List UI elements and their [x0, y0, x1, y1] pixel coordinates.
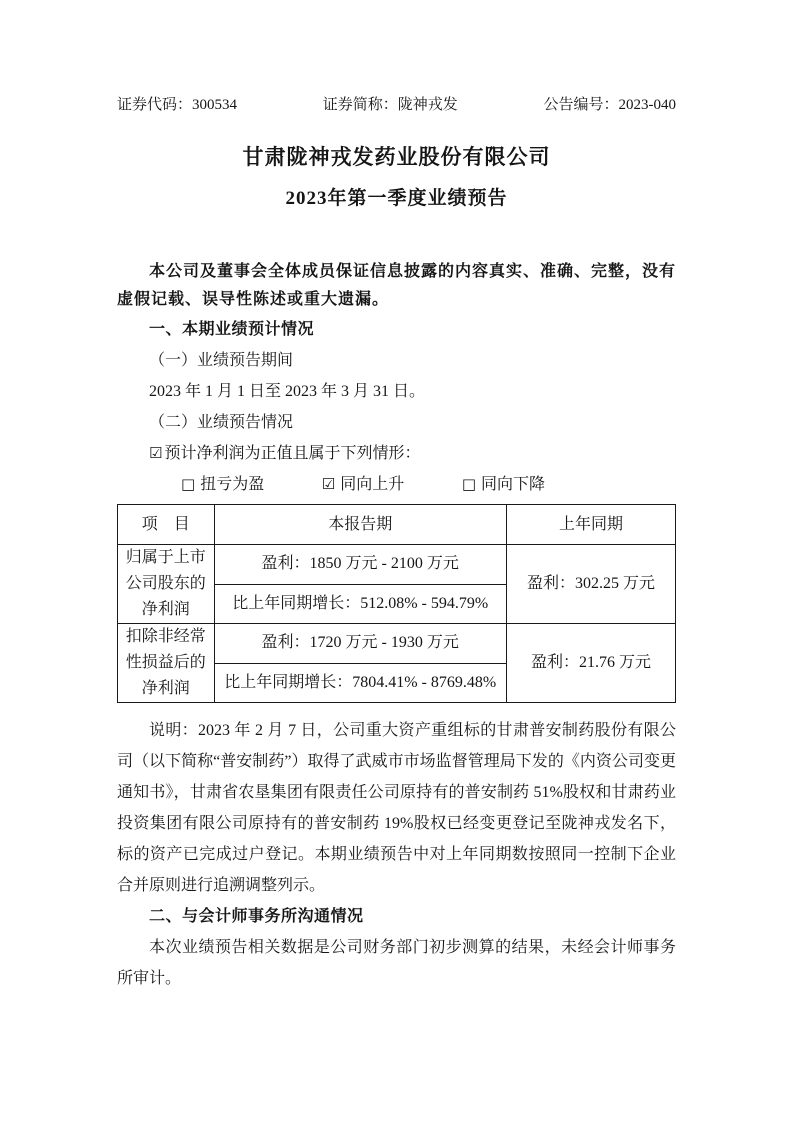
disclaimer-paragraph: 本公司及董事会全体成员保证信息披露的内容真实、准确、完整，没有虚假记载、误导性陈述或重大遗漏。	[117, 263, 677, 308]
option-label: 扭亏为盈	[200, 476, 265, 493]
row2-growth-range: 比上年同期增长：7804.41% - 8769.48%	[214, 663, 506, 703]
col-header-prior-period: 上年同期	[506, 505, 675, 545]
option-same-direction-down	[430, 476, 545, 493]
row2-item-label: 扣除非经常性损益后的净利润	[118, 624, 215, 703]
table-row	[118, 545, 676, 585]
section1-heading: 一、本期业绩预计情况	[149, 321, 315, 338]
row1-prior-value: 盈利：302.25 万元	[506, 545, 675, 624]
table-row	[118, 624, 676, 664]
row2-prior-value: 盈利：21.76 万元	[506, 624, 675, 703]
option-turnaround	[149, 476, 264, 493]
row1-growth-range: 比上年同期增长：512.08% - 594.79%	[214, 584, 506, 624]
checked-checkbox-icon: ☑	[149, 444, 163, 462]
unchecked-checkbox-icon: □	[181, 475, 196, 493]
stock-code: 证券代码：300534	[117, 97, 238, 113]
option-same-direction-up	[290, 476, 404, 493]
forecast-type-line	[117, 438, 676, 469]
row2-profit-range: 盈利：1720 万元 - 1930 万元	[214, 624, 506, 664]
row1-item-label: 归属于上市公司股东的净利润	[118, 545, 215, 624]
forecast-situation-heading: （二）业绩预告情况	[149, 414, 294, 431]
document-header	[117, 96, 676, 114]
table-header-row	[118, 505, 676, 545]
forecast-period-heading: （一）业绩预告期间	[149, 352, 294, 369]
row1-profit-range: 盈利：1850 万元 - 2100 万元	[214, 545, 506, 585]
col-header-item: 项 目	[118, 505, 215, 545]
report-subtitle: 2023年第一季度业绩预告	[285, 188, 508, 209]
unchecked-checkbox-icon: □	[461, 475, 477, 493]
forecast-options	[117, 469, 676, 500]
section2-body: 本次业绩预告相关数据是公司财务部门初步测算的结果，未经会计师事务所审计。	[117, 939, 676, 987]
section2-heading: 二、与会计师事务所沟通情况	[149, 908, 364, 925]
forecast-period: 2023 年 1 月 1 日至 2023 年 3 月 31 日。	[149, 383, 426, 400]
forecast-type-label: 预计净利润为正值且属于下列情形：	[164, 445, 421, 462]
checked-checkbox-icon: ☑	[321, 475, 336, 493]
forecast-table	[117, 504, 676, 703]
announcement-number: 公告编号：2023-040	[543, 97, 676, 113]
note-paragraph: 说明：2023 年 2 月 7 日，公司重大资产重组标的甘肃普安制药股份有限公司（以下简称“普安制药”）取得了武威市市场监督管理局下发的《内资公司变更通知书》，甘肃省农垦集团有限责任公司原持有的普安制药 51%股权和甘肃药业投资集团有限公司原持有的普安制药 19%股权已经变更登记至陇神戎发名下，标的资产已完成过户登记。本期业绩预告中对上年同期数按照同一控制下企业合并原则进行追溯调整列示。	[117, 722, 676, 894]
company-title: 甘肃陇神戎发药业股份有限公司	[242, 145, 551, 169]
option-label: 同向上升	[340, 476, 405, 493]
stock-name: 证券简称：陇神戎发	[322, 97, 458, 113]
option-label: 同向下降	[481, 476, 546, 493]
col-header-current-period: 本报告期	[214, 505, 506, 545]
